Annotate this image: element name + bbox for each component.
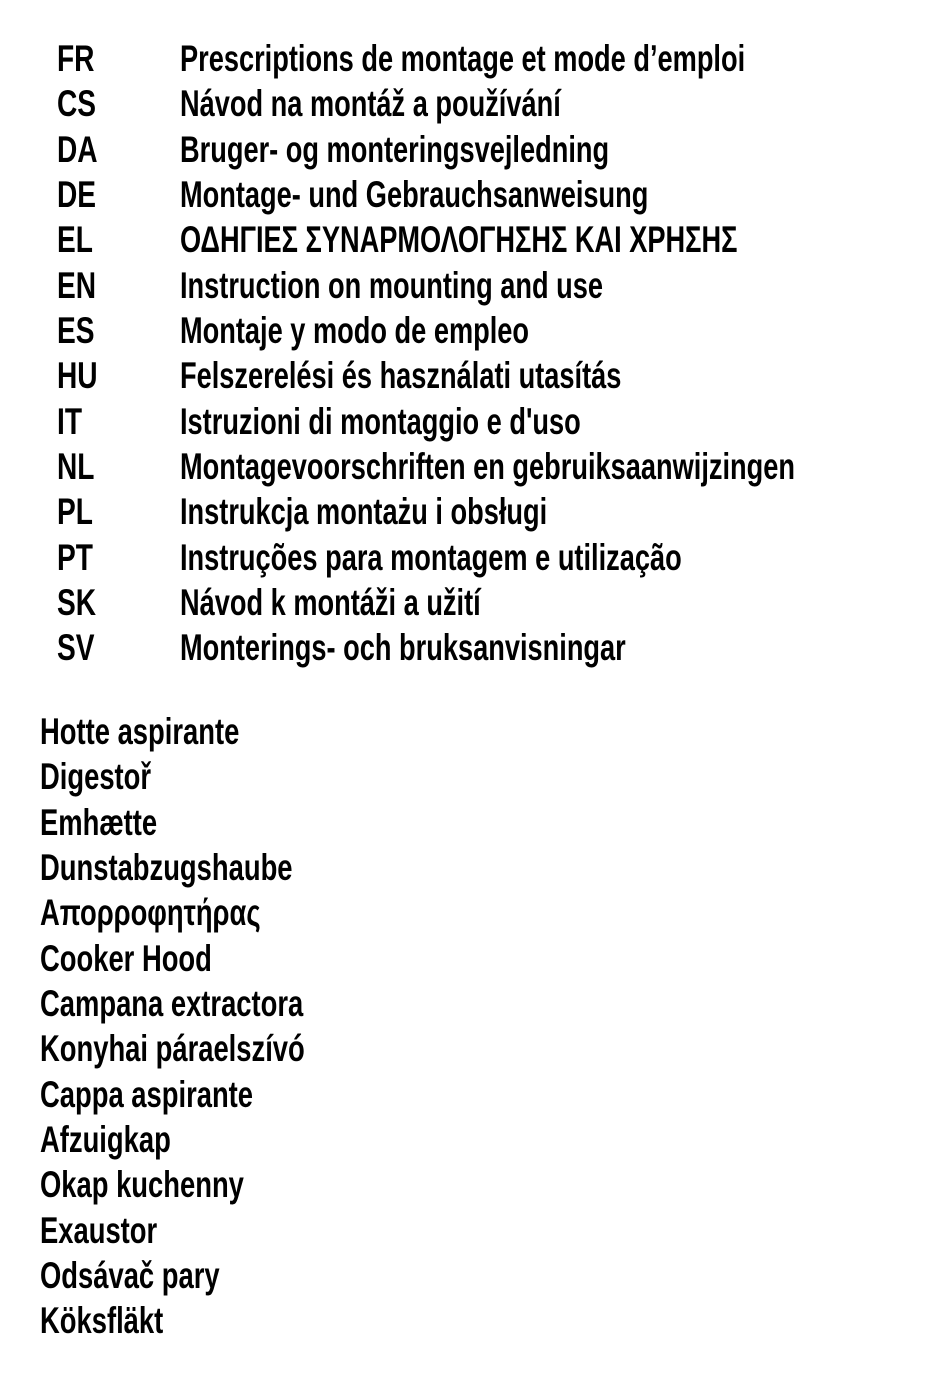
language-code: CS	[57, 83, 97, 125]
language-title: Istruzioni di montaggio e d'uso	[180, 400, 581, 442]
product-name: Digestoř	[40, 756, 152, 798]
language-title: Prescriptions de montage et mode d’emploi	[180, 38, 746, 79]
product-name: Emhætte	[40, 801, 158, 843]
language-code: ES	[57, 310, 95, 352]
language-title: Instruções para montagem e utilização	[180, 536, 682, 578]
language-code: PT	[57, 536, 93, 578]
language-title: Montagevoorschriften en gebruiksaanwijzingen	[180, 446, 796, 488]
language-code: IT	[57, 400, 82, 442]
language-title: Instrukcja montażu i obsługi	[180, 491, 548, 533]
product-name: Hotte aspirante	[40, 711, 240, 752]
language-title: Bruger- og monteringsvejledning	[180, 128, 610, 170]
language-code: PL	[57, 491, 93, 533]
language-title: Montaje y modo de empleo	[180, 310, 530, 352]
language-code: HU	[57, 355, 98, 397]
product-name: Okap kuchenny	[40, 1164, 244, 1206]
product-name: Köksfläkt	[40, 1300, 164, 1342]
language-title: Návod na montáž a používání	[180, 83, 561, 125]
language-title: Montage- und Gebrauchsanweisung	[180, 174, 649, 216]
product-name: Cooker Hood	[40, 937, 212, 979]
product-name: Campana extractora	[40, 983, 304, 1025]
product-name: Odsávač pary	[40, 1255, 220, 1297]
language-title: ΟΔΗΓΙΕΣ ΣΥΝΑΡΜΟΛΟΓΗΣΗΣ ΚΑΙ ΧΡΗΣΗΣ	[180, 219, 738, 261]
product-name: Exaustor	[40, 1209, 158, 1251]
product-name: Απορροφητήρας	[40, 892, 261, 934]
language-code: EN	[57, 264, 97, 306]
language-title: Instruction on mounting and use	[180, 264, 604, 306]
product-name: Dunstabzugshaube	[40, 847, 293, 889]
language-code: SV	[57, 627, 95, 669]
language-title: Návod k montáži a užití	[180, 582, 481, 624]
language-code: NL	[57, 446, 95, 488]
language-code: SK	[57, 582, 97, 624]
language-code: DE	[57, 174, 97, 216]
language-code: DA	[57, 128, 98, 170]
language-code: EL	[57, 219, 93, 261]
product-name: Afzuigkap	[40, 1119, 171, 1161]
product-name: Konyhai páraelszívó	[40, 1028, 305, 1070]
product-name: Cappa aspirante	[40, 1073, 254, 1115]
language-title: Felszerelési és használati utasítás	[180, 355, 622, 397]
language-title: Monterings- och bruksanvisningar	[180, 627, 626, 669]
language-code: FR	[57, 38, 95, 79]
